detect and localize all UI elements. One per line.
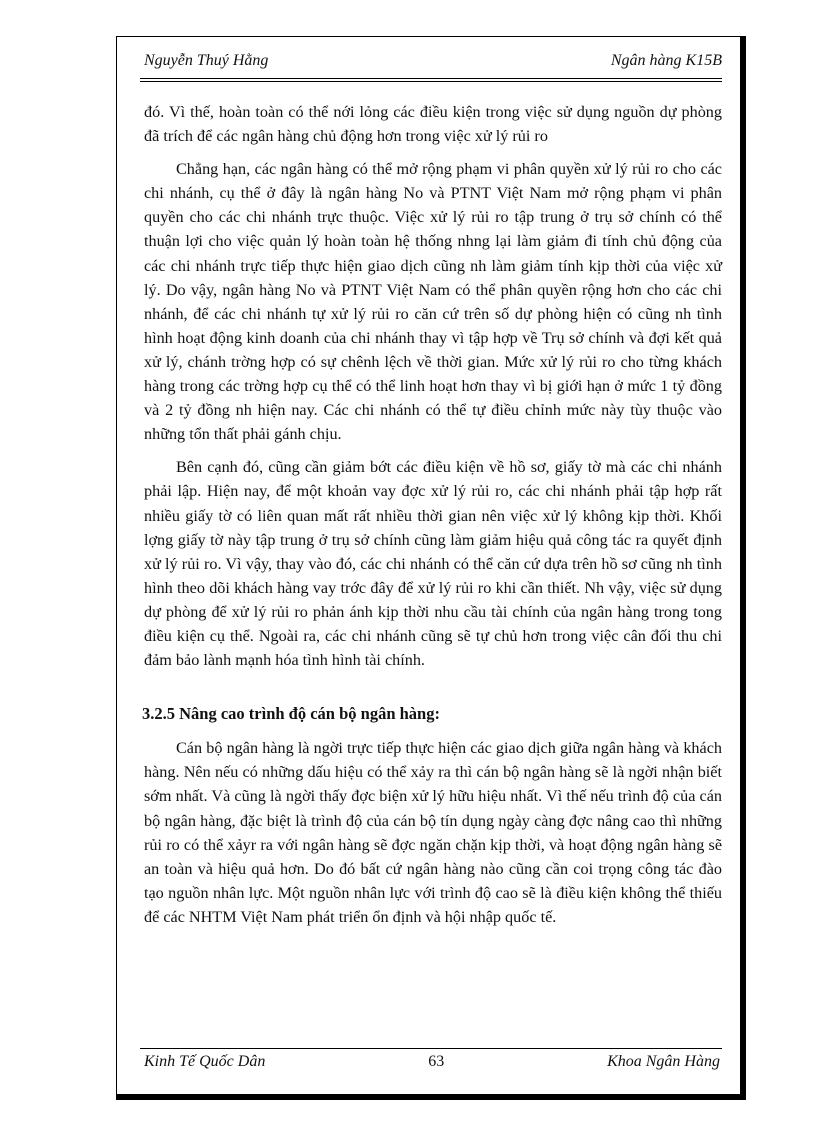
footer-faculty: Khoa Ngân Hàng: [607, 1053, 720, 1070]
page-header: [144, 52, 722, 70]
header-class: Ngân hàng K15B: [610, 52, 722, 69]
paragraph-continuation: đó. Vì thế, hoàn toàn có thể nới lỏng các điều kiện trong việc sử dụng nguồn dự phòng đã trích để các ngân hàng chủ động hơn trong việc xử lý rủi ro: [144, 103, 722, 146]
header-author: Nguyễn Thuý Hằng: [144, 52, 269, 69]
document-body: [144, 100, 722, 938]
footer-university: Kinh Tế Quốc Dân: [144, 1053, 266, 1070]
header-rule: [140, 78, 722, 82]
page-number: 63: [428, 1053, 445, 1070]
paragraph: Bên cạnh đó, cũng cần giảm bớt các điều kiện về hồ sơ, giấy tờ mà các chi nhánh phải lập. Hiện nay, để một khoản vay đợc xử lý rủi ro, các chi nhánh phải tập hợp rất nhiều giấy tờ có liên quan mất rất nhiều thời gian nên việc xử lý không kịp thời. Khối lợng giấy tờ này tập trung ở trụ sở chính cũng làm giảm hiệu quả công tác ra quyết định xử lý rủi ro. Vì vậy, thay vào đó, các chi nhánh có thể căn cứ dựa trên hồ sơ cũng nh tình hình theo dõi khách hàng vay trớc đây để xử lý rủi ro khi cần thiết. Nh vậy, việc sử dụng dự phòng để xử lý rủi ro phản ánh kịp thời nhu cầu tài chính của ngân hàng trong tong điều kiện cụ thể. Ngoài ra, các chi nhánh cũng sẽ tự chủ hơn trong việc cân đối thu chi đảm bảo lành mạnh hóa tình hình tài chính.: [144, 458, 722, 670]
section-heading: 3.2.5 Nâng cao trình độ cán bộ ngân hàng:: [142, 704, 440, 724]
page-footer: [144, 1053, 720, 1071]
paragraph: Cán bộ ngân hàng là ngời trực tiếp thực hiện các giao dịch giữa ngân hàng và khách hàng. Nên nếu có những dấu hiệu có thể xảy ra thì cán bộ ngân hàng sẽ là ngời nhận biết sớm nhất. Và cũng là ngời thấy đợc biện xử lý hữu hiệu nhất. Vì thế nếu trình độ của cán bộ ngân hàng, đặc biệt là trình độ của cán bộ tín dụng ngày càng đợc nâng cao thì những rủi ro có thể xảyr ra với ngân hàng sẽ đợc ngăn chặn kịp thời, và hoạt động ngân hàng sẽ an toàn và hiệu quả hơn. Do đó bất cứ ngân hàng nào cũng cần coi trọng công tác đào tạo nguồn nhân lực. Một nguồn nhân lực với trình độ cao sẽ là điều kiện không thể thiếu để các NHTM Việt Nam phát triển ổn định và hội nhập quốc tế.: [144, 739, 722, 926]
footer-rule: [140, 1048, 722, 1049]
paragraph: Chẳng hạn, các ngân hàng có thể mở rộng phạm vi phân quyền xử lý rủi ro cho các chi nhánh, cụ thể ở đây là ngân hàng No và PTNT Việt Nam mở rộng phạm vi phân quyền cho các chi nhánh trực thuộc. Việc xử lý rủi ro tập trung ở trụ sở chính có thể thuận lợi cho việc quản lý hoàn toàn hệ thống nhng lại làm giảm đi tính chủ động của các chi nhánh trực tiếp thực hiện giao dịch cũng nh làm giảm tính kịp thời của việc xử lý. Do vậy, ngân hàng No và PTNT Việt Nam có thể phân quyền rộng hơn cho các chi nhánh, để các chi nhánh tự xử lý rủi ro căn cứ trên số dự phòng hiện có cũng nh tình hình hoạt động kinh doanh của chi nhánh thay vì tập hợp về Trụ sở chính và đợi kết quả xử lý, chánh trờng hợp có sự chênh lệch về thời gian. Mức xử lý rủi ro cho từng khách hàng trong các trờng hợp cụ thể có thể linh hoạt hơn thay vì bị giới hạn ở mức 1 tỷ đồng và 2 tỷ đồng nh hiện nay. Các chi nhánh có thể tự điều chỉnh mức này tùy thuộc vào những tổn thất phải gánh chịu.: [144, 160, 722, 444]
